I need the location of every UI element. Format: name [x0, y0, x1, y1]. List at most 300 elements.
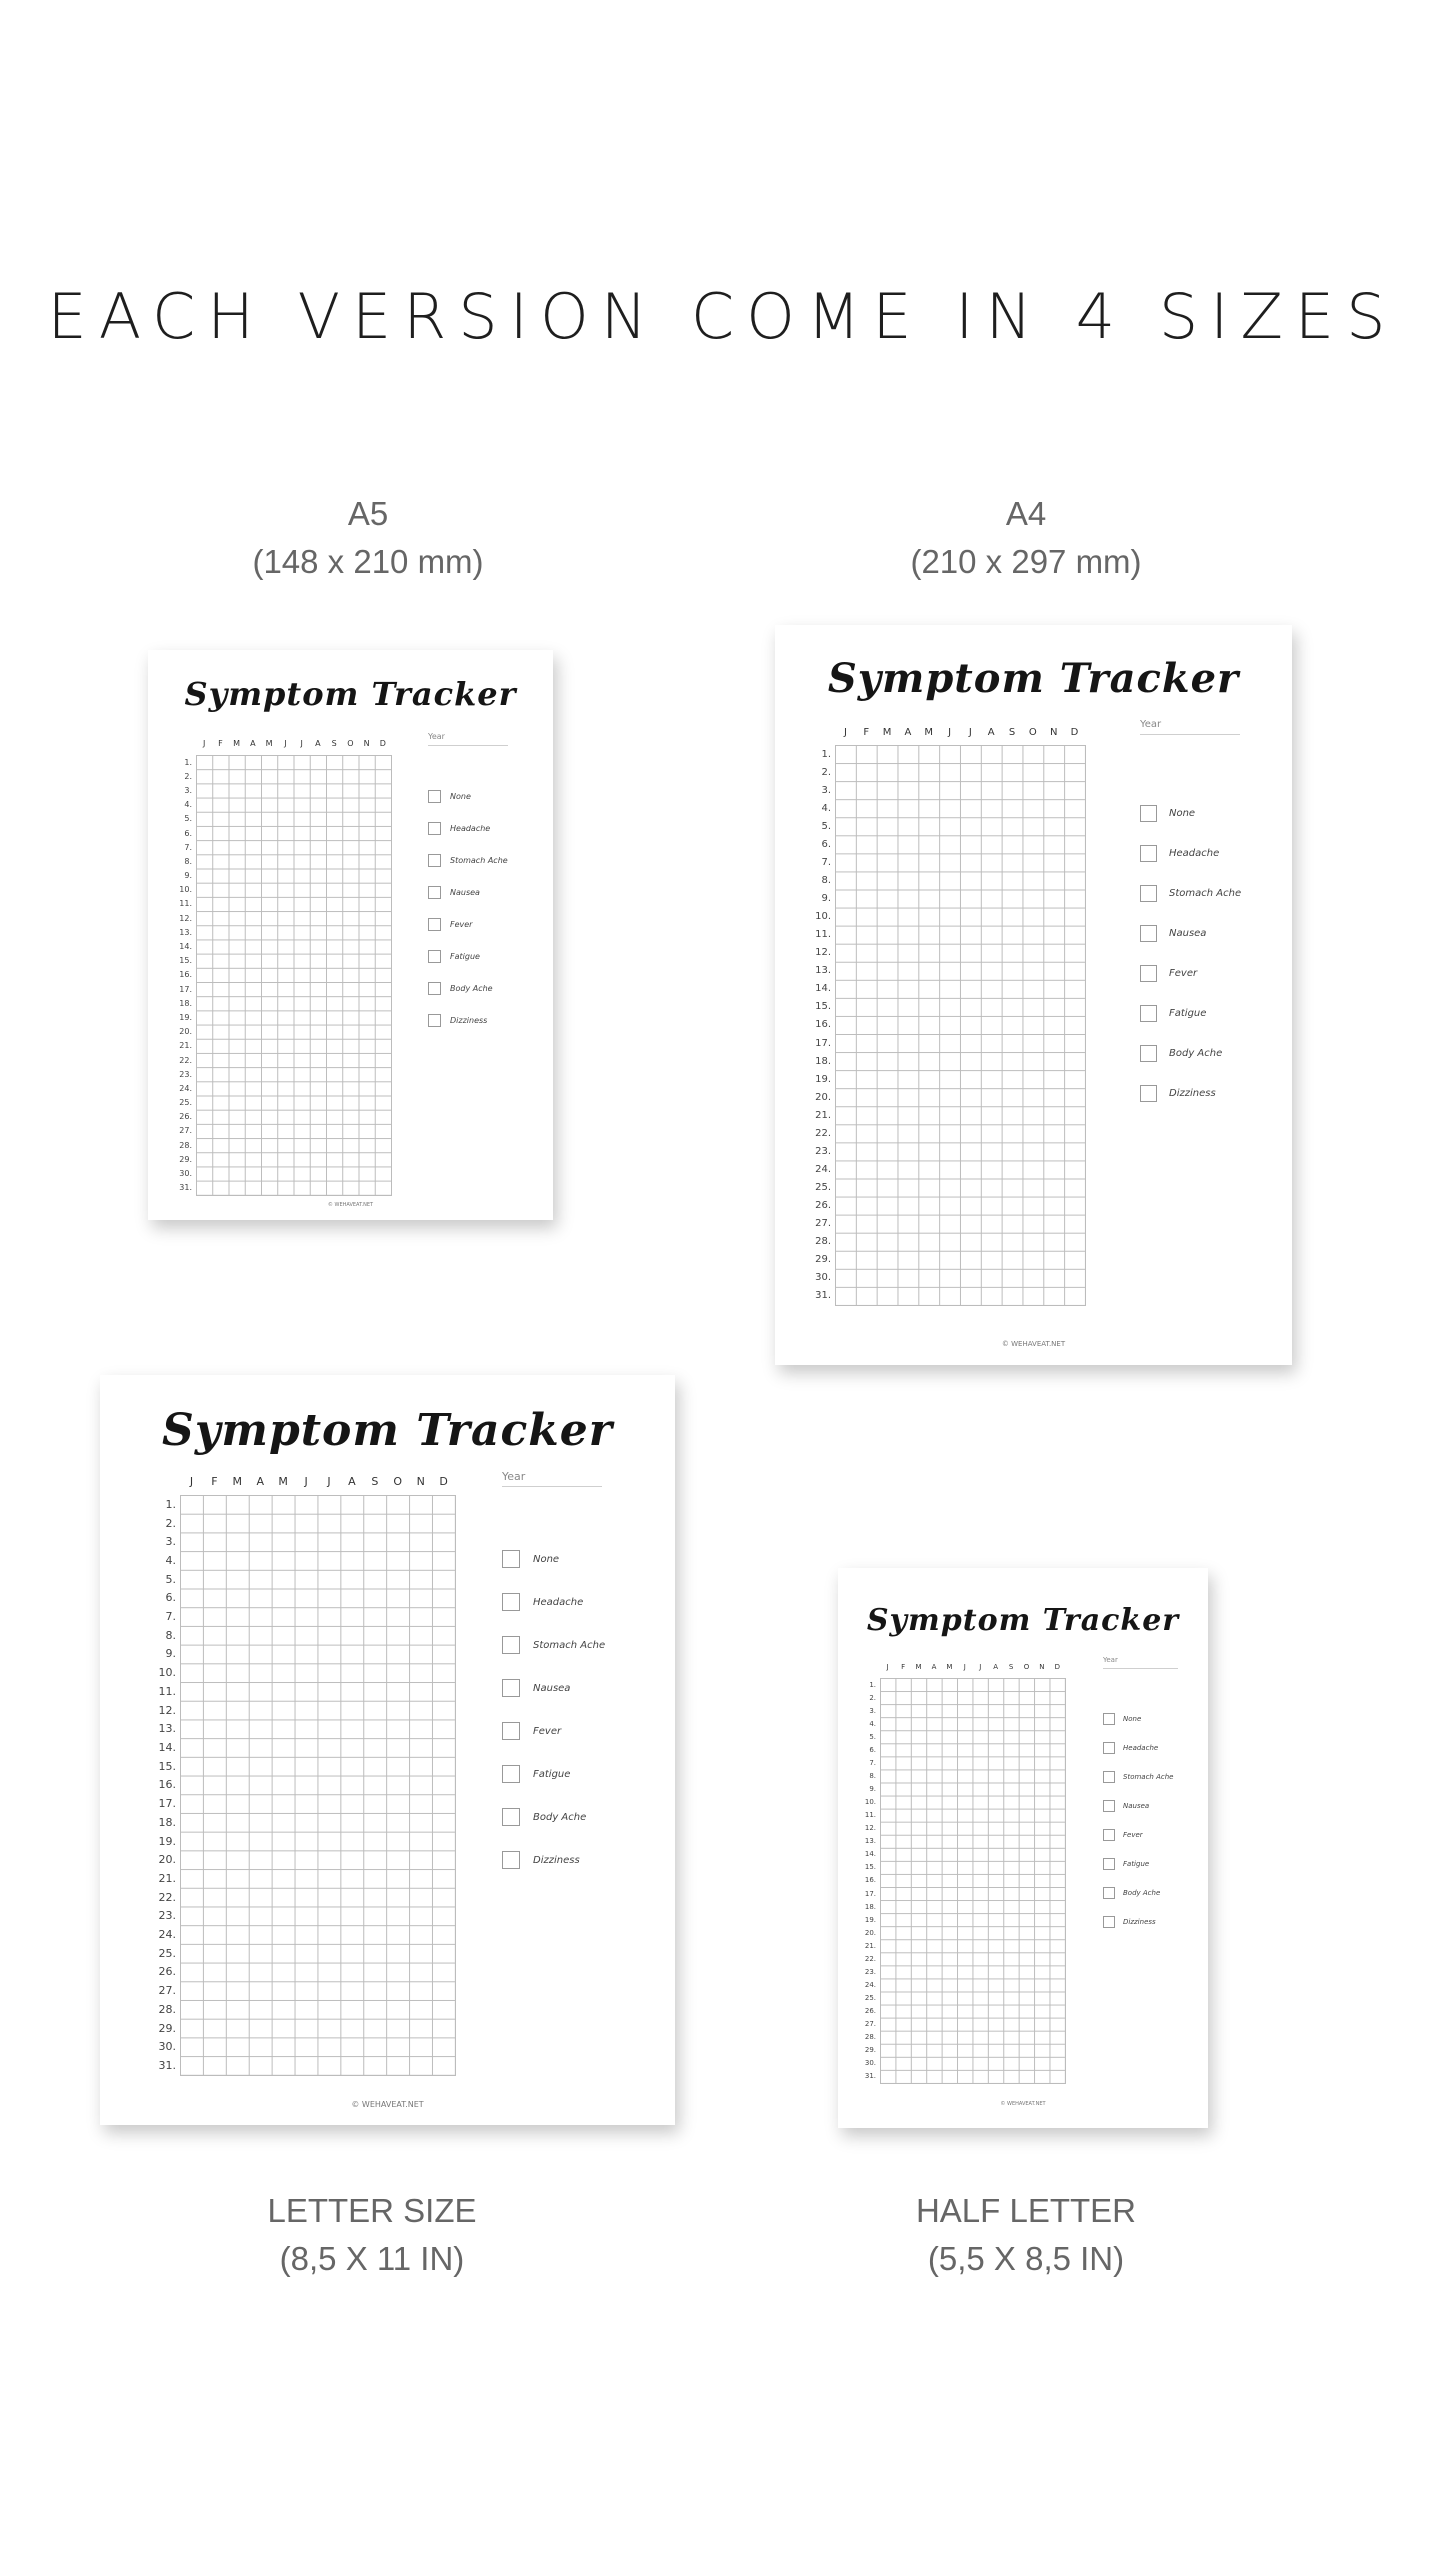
month-label: O — [1023, 1663, 1030, 1671]
symptom-item — [502, 1636, 605, 1654]
symptom-item — [1140, 805, 1195, 822]
symptom-label: Fever — [450, 920, 473, 929]
day-number: 19. — [815, 1073, 831, 1085]
day-number: 15. — [158, 1759, 176, 1773]
day-number: 17. — [179, 984, 192, 994]
day-numbers — [797, 745, 831, 1305]
symptom-checkbox[interactable] — [1103, 1858, 1115, 1870]
tracker-page-a5 — [148, 650, 553, 1220]
size-label-letter — [222, 2187, 522, 2283]
month-label: A — [987, 727, 995, 738]
symptom-checkbox[interactable] — [428, 886, 441, 899]
month-label: J — [304, 1475, 308, 1488]
month-label: D — [379, 739, 386, 748]
symptom-item — [1140, 1045, 1222, 1062]
day-number: 12. — [179, 913, 192, 923]
size-name: A5 — [347, 495, 389, 532]
symptom-label: Dizziness — [1169, 1088, 1216, 1099]
month-label: A — [256, 1475, 264, 1488]
symptom-item — [1140, 1085, 1216, 1102]
tracker-page-half-letter — [838, 1568, 1208, 2128]
month-label: J — [202, 739, 206, 748]
day-number: 9. — [184, 871, 192, 881]
month-label: J — [979, 1663, 982, 1671]
symptom-checkbox[interactable] — [502, 1679, 520, 1697]
symptom-label: Fatigue — [1169, 1008, 1207, 1019]
symptom-label: Dizziness — [450, 1016, 488, 1025]
day-number: 27. — [179, 1126, 192, 1136]
day-number: 23. — [179, 1069, 192, 1079]
symptom-item — [1140, 845, 1219, 862]
symptom-label: None — [533, 1553, 560, 1565]
month-label: N — [1049, 727, 1058, 738]
day-number: 1. — [869, 1680, 876, 1689]
symptom-label: Headache — [450, 824, 491, 833]
day-number: 3. — [869, 1706, 876, 1715]
day-number: 17. — [864, 1889, 876, 1898]
day-number: 13. — [179, 927, 192, 937]
symptom-checkbox[interactable] — [1140, 925, 1157, 942]
heading: EACH VERSION COME IN 4 SIZES — [47, 280, 1398, 353]
day-number: 18. — [179, 998, 192, 1008]
day-number: 9. — [869, 1785, 876, 1794]
day-number: 11. — [158, 1684, 176, 1698]
page-footer: © WEHAVEAT.NET — [351, 2100, 424, 2109]
day-number: 18. — [815, 1055, 831, 1067]
month-label: M — [233, 739, 241, 748]
day-number: 14. — [815, 983, 831, 995]
day-number: 2. — [869, 1693, 876, 1702]
tracker-grid[interactable] — [880, 1678, 1066, 2084]
tracker-title: Symptom Tracker — [162, 1405, 613, 1456]
symptom-item — [428, 886, 480, 899]
day-number: 1. — [184, 757, 192, 767]
tracker-title: Symptom Tracker — [827, 655, 1240, 702]
day-number: 9. — [821, 893, 831, 905]
symptom-label: Stomach Ache — [1169, 888, 1242, 899]
symptom-label: None — [1169, 808, 1196, 819]
symptom-item — [1103, 1713, 1141, 1725]
day-number: 11. — [179, 899, 192, 909]
day-number: 1. — [165, 1497, 176, 1511]
symptom-label: Stomach Ache — [1123, 1773, 1174, 1781]
symptom-item — [1140, 965, 1197, 982]
symptom-list — [502, 1550, 622, 1894]
month-label: A — [250, 739, 256, 748]
day-number: 28. — [815, 1236, 831, 1248]
day-number: 13. — [815, 965, 831, 977]
symptom-checkbox[interactable] — [1140, 1085, 1157, 1102]
day-number: 24. — [815, 1163, 831, 1175]
symptom-checkbox[interactable] — [1103, 1916, 1115, 1928]
symptom-label: Fever — [1169, 968, 1198, 979]
day-number: 26. — [864, 2007, 876, 2016]
symptom-checkbox[interactable] — [502, 1765, 520, 1783]
day-number: 21. — [179, 1041, 192, 1051]
day-number: 9. — [165, 1647, 176, 1661]
page-footer: © WEHAVEAT.NET — [1001, 1340, 1066, 1348]
symptom-item — [428, 982, 493, 995]
month-label: J — [843, 727, 847, 738]
size-dimensions: (5,5 X 8,5 IN) — [927, 2239, 1125, 2277]
day-number: 22. — [815, 1127, 831, 1139]
month-header — [196, 739, 391, 753]
tracker-page-a4 — [775, 625, 1292, 1365]
day-number: 24. — [179, 1083, 192, 1093]
symptom-item — [428, 790, 471, 803]
day-number: 31. — [158, 2058, 176, 2072]
symptom-checkbox[interactable] — [1103, 1713, 1115, 1725]
month-label: N — [363, 739, 370, 748]
day-number: 15. — [179, 956, 192, 966]
day-number: 5. — [165, 1572, 176, 1586]
symptom-checkbox[interactable] — [428, 790, 441, 803]
day-number: 30. — [815, 1272, 831, 1284]
day-number: 6. — [869, 1745, 876, 1754]
day-number: 26. — [815, 1200, 831, 1212]
day-number: 14. — [158, 1740, 176, 1754]
year-label: Year — [428, 732, 445, 741]
symptom-checkbox[interactable] — [502, 1593, 520, 1611]
day-number: 28. — [864, 2033, 876, 2042]
day-number: 25. — [158, 1946, 176, 1960]
month-label: M — [265, 739, 273, 748]
day-number: 1. — [821, 748, 831, 760]
symptom-item — [428, 918, 472, 931]
day-number: 27. — [864, 2020, 876, 2029]
month-label: O — [347, 739, 354, 748]
tracker-grid[interactable] — [180, 1495, 456, 2076]
month-label: J — [284, 739, 287, 748]
day-number: 6. — [165, 1591, 176, 1605]
month-label: J — [948, 727, 952, 738]
tracker-grid[interactable] — [835, 745, 1086, 1306]
symptom-checkbox[interactable] — [428, 982, 441, 995]
day-number: 8. — [165, 1628, 176, 1642]
symptom-checkbox[interactable] — [1103, 1742, 1115, 1754]
symptom-label: None — [450, 792, 471, 801]
day-number: 4. — [821, 802, 831, 814]
day-number: 23. — [815, 1145, 831, 1157]
day-number: 22. — [179, 1055, 192, 1065]
symptom-label: Stomach Ache — [533, 1639, 606, 1651]
symptom-checkbox[interactable] — [502, 1636, 520, 1654]
day-numbers — [140, 1495, 176, 2075]
month-label: F — [863, 727, 870, 738]
month-label: F — [218, 739, 223, 748]
symptom-item — [502, 1679, 570, 1697]
symptom-label: Nausea — [450, 888, 480, 897]
day-number: 29. — [864, 2046, 876, 2055]
day-number: 27. — [815, 1218, 831, 1230]
day-number: 17. — [815, 1037, 831, 1049]
symptom-checkbox[interactable] — [428, 918, 441, 931]
symptom-label: Headache — [1169, 848, 1220, 859]
day-number: 8. — [184, 856, 192, 866]
day-number: 28. — [158, 2002, 176, 2016]
size-dimensions: (148 x 210 mm) — [252, 542, 484, 580]
month-label: D — [439, 1475, 448, 1488]
month-label: D — [1054, 1663, 1061, 1671]
symptom-checkbox[interactable] — [502, 1550, 520, 1568]
month-label: N — [416, 1475, 425, 1488]
symptom-item — [428, 950, 480, 963]
symptom-label: Nausea — [533, 1682, 571, 1694]
day-number: 19. — [179, 1012, 192, 1022]
size-label-a4 — [876, 490, 1176, 586]
month-label: O — [1028, 727, 1037, 738]
month-label: S — [331, 739, 337, 748]
day-number: 18. — [864, 1902, 876, 1911]
day-number: 24. — [864, 1980, 876, 1989]
day-number: 26. — [158, 1965, 176, 1979]
symptom-checkbox[interactable] — [1103, 1800, 1115, 1812]
symptom-label: Stomach Ache — [450, 856, 508, 865]
size-name: HALF LETTER — [915, 2192, 1137, 2229]
day-number: 3. — [821, 784, 831, 796]
symptom-checkbox[interactable] — [1140, 885, 1157, 902]
month-label: J — [327, 1475, 331, 1488]
symptom-label: Body Ache — [450, 984, 493, 993]
day-number: 7. — [165, 1610, 176, 1624]
month-label: F — [211, 1475, 218, 1488]
month-label: A — [904, 727, 912, 738]
month-label: J — [886, 1663, 889, 1671]
symptom-checkbox[interactable] — [428, 950, 441, 963]
size-name: LETTER SIZE — [267, 2192, 477, 2229]
symptom-item — [1103, 1800, 1149, 1812]
month-label: M — [946, 1663, 953, 1671]
day-number: 4. — [184, 800, 192, 810]
day-number: 29. — [158, 2021, 176, 2035]
symptom-checkbox[interactable] — [1140, 1005, 1157, 1022]
day-number: 12. — [815, 947, 831, 959]
month-label: M — [882, 727, 892, 738]
day-number: 5. — [821, 820, 831, 832]
day-number: 16. — [864, 1876, 876, 1885]
tracker-grid[interactable] — [196, 755, 392, 1196]
symptom-item — [1140, 1005, 1206, 1022]
day-numbers — [164, 755, 192, 1195]
month-label: S — [1008, 727, 1016, 738]
day-number: 31. — [864, 2072, 876, 2081]
day-number: 13. — [864, 1837, 876, 1846]
symptom-checkbox[interactable] — [428, 854, 441, 867]
day-number: 29. — [179, 1154, 192, 1164]
month-label: M — [278, 1475, 288, 1488]
month-label: A — [348, 1475, 356, 1488]
day-numbers — [848, 1678, 876, 2083]
month-label: M — [924, 727, 934, 738]
symptom-label: Fatigue — [533, 1768, 571, 1780]
month-label: J — [189, 1475, 194, 1488]
size-label-a5 — [218, 490, 518, 586]
symptom-item — [1103, 1858, 1149, 1870]
day-number: 20. — [815, 1091, 831, 1103]
month-label: O — [393, 1475, 403, 1488]
symptom-label: Body Ache — [1123, 1889, 1161, 1897]
day-number: 13. — [158, 1722, 176, 1736]
symptom-checkbox[interactable] — [428, 822, 441, 835]
day-number: 30. — [179, 1169, 192, 1179]
year-field[interactable] — [1140, 733, 1240, 735]
day-number: 2. — [184, 771, 192, 781]
month-header — [835, 727, 1085, 743]
day-number: 15. — [815, 1001, 831, 1013]
year-field[interactable] — [502, 1485, 602, 1487]
symptom-label: Dizziness — [533, 1854, 580, 1866]
symptom-checkbox[interactable] — [428, 1014, 441, 1027]
month-header — [880, 1663, 1065, 1676]
day-number: 22. — [864, 1954, 876, 1963]
day-number: 26. — [179, 1112, 192, 1122]
symptom-list — [1103, 1713, 1198, 1945]
day-number: 23. — [864, 1967, 876, 1976]
size-dimensions: (210 x 297 mm) — [910, 542, 1142, 580]
day-number: 16. — [158, 1778, 176, 1792]
month-label: N — [1039, 1663, 1045, 1671]
day-number: 16. — [179, 970, 192, 980]
month-label: M — [232, 1475, 243, 1488]
symptom-label: Fever — [1123, 1831, 1143, 1839]
day-number: 6. — [821, 838, 831, 850]
symptom-list — [428, 790, 528, 1046]
day-number: 11. — [864, 1811, 876, 1820]
symptom-checkbox[interactable] — [502, 1808, 520, 1826]
day-number: 10. — [179, 885, 192, 895]
day-number: 25. — [179, 1098, 192, 1108]
month-label: A — [931, 1663, 937, 1671]
symptom-label: Body Ache — [1169, 1048, 1223, 1059]
day-number: 10. — [158, 1666, 176, 1680]
day-number: 22. — [158, 1890, 176, 1904]
symptom-checkbox[interactable] — [502, 1851, 520, 1869]
day-number: 21. — [815, 1109, 831, 1121]
tracker-page-letter — [100, 1375, 675, 2125]
day-number: 17. — [158, 1797, 176, 1811]
year-field[interactable] — [428, 744, 508, 746]
month-label: A — [993, 1663, 999, 1671]
day-number: 20. — [864, 1928, 876, 1937]
symptom-label: Nausea — [1169, 928, 1207, 939]
symptom-checkbox[interactable] — [502, 1722, 520, 1740]
day-number: 12. — [864, 1824, 876, 1833]
symptom-checkbox[interactable] — [1103, 1771, 1115, 1783]
day-number: 31. — [815, 1290, 831, 1302]
symptom-label: Headache — [1123, 1744, 1159, 1752]
page-footer: © WEHAVEAT.NET — [327, 1202, 374, 1208]
symptom-label: Fatigue — [450, 952, 480, 961]
day-number: 18. — [158, 1815, 176, 1829]
symptom-item — [502, 1808, 586, 1826]
day-number: 30. — [864, 2059, 876, 2068]
symptom-item — [502, 1722, 561, 1740]
symptom-item — [1103, 1829, 1143, 1841]
day-number: 23. — [158, 1909, 176, 1923]
day-number: 5. — [184, 814, 192, 824]
symptom-item — [1140, 885, 1241, 902]
symptom-checkbox[interactable] — [1140, 845, 1157, 862]
month-label: J — [300, 739, 303, 748]
symptom-checkbox[interactable] — [1103, 1829, 1115, 1841]
symptom-item — [1103, 1916, 1156, 1928]
month-label: J — [963, 1663, 966, 1671]
day-number: 10. — [864, 1798, 876, 1807]
day-number: 25. — [864, 1994, 876, 2003]
month-header — [180, 1475, 455, 1493]
symptom-list — [1140, 805, 1260, 1125]
day-number: 10. — [815, 911, 831, 923]
year-label: Year — [1103, 1656, 1118, 1664]
day-number: 19. — [158, 1834, 176, 1848]
day-number: 16. — [815, 1019, 831, 1031]
symptom-label: Dizziness — [1123, 1918, 1156, 1926]
day-number: 15. — [864, 1863, 876, 1872]
day-number: 19. — [864, 1915, 876, 1924]
day-number: 27. — [158, 1984, 176, 1998]
day-number: 20. — [179, 1027, 192, 1037]
day-number: 4. — [165, 1553, 176, 1567]
day-number: 31. — [179, 1183, 192, 1193]
size-label-half-letter — [876, 2187, 1176, 2283]
day-number: 8. — [821, 874, 831, 886]
tracker-title: Symptom Tracker — [184, 675, 517, 713]
symptom-item — [1103, 1771, 1173, 1783]
size-dimensions: (8,5 X 11 IN) — [279, 2239, 465, 2277]
symptom-item — [502, 1550, 559, 1568]
symptom-label: Body Ache — [533, 1811, 587, 1823]
day-number: 7. — [869, 1758, 876, 1767]
symptom-label: Fever — [533, 1725, 562, 1737]
symptom-item — [1103, 1887, 1160, 1899]
year-field[interactable] — [1103, 1667, 1178, 1669]
day-number: 11. — [815, 929, 831, 941]
symptom-item — [502, 1765, 570, 1783]
day-number: 21. — [158, 1871, 176, 1885]
symptom-item — [428, 854, 508, 867]
day-number: 20. — [158, 1853, 176, 1867]
symptom-item — [502, 1851, 580, 1869]
month-label: S — [371, 1475, 379, 1488]
day-number: 2. — [821, 766, 831, 778]
symptom-item — [1103, 1742, 1158, 1754]
symptom-item — [1140, 925, 1206, 942]
symptom-checkbox[interactable] — [1140, 965, 1157, 982]
symptom-checkbox[interactable] — [1140, 805, 1157, 822]
symptom-item — [428, 1014, 487, 1027]
month-label: D — [1070, 727, 1079, 738]
day-number: 25. — [815, 1182, 831, 1194]
month-label: S — [1008, 1663, 1014, 1671]
month-label: M — [915, 1663, 922, 1671]
day-number: 4. — [869, 1719, 876, 1728]
symptom-item — [502, 1593, 583, 1611]
symptom-checkbox[interactable] — [1103, 1887, 1115, 1899]
day-number: 6. — [184, 828, 192, 838]
day-number: 7. — [821, 856, 831, 868]
day-number: 21. — [864, 1941, 876, 1950]
month-label: J — [968, 727, 972, 738]
day-number: 8. — [869, 1771, 876, 1780]
day-number: 5. — [869, 1732, 876, 1741]
page-footer: © WEHAVEAT.NET — [1000, 2101, 1046, 2107]
day-number: 14. — [864, 1850, 876, 1859]
day-number: 3. — [184, 785, 192, 795]
day-number: 3. — [165, 1535, 176, 1549]
day-number: 7. — [184, 842, 192, 852]
symptom-checkbox[interactable] — [1140, 1045, 1157, 1062]
day-number: 28. — [179, 1140, 192, 1150]
